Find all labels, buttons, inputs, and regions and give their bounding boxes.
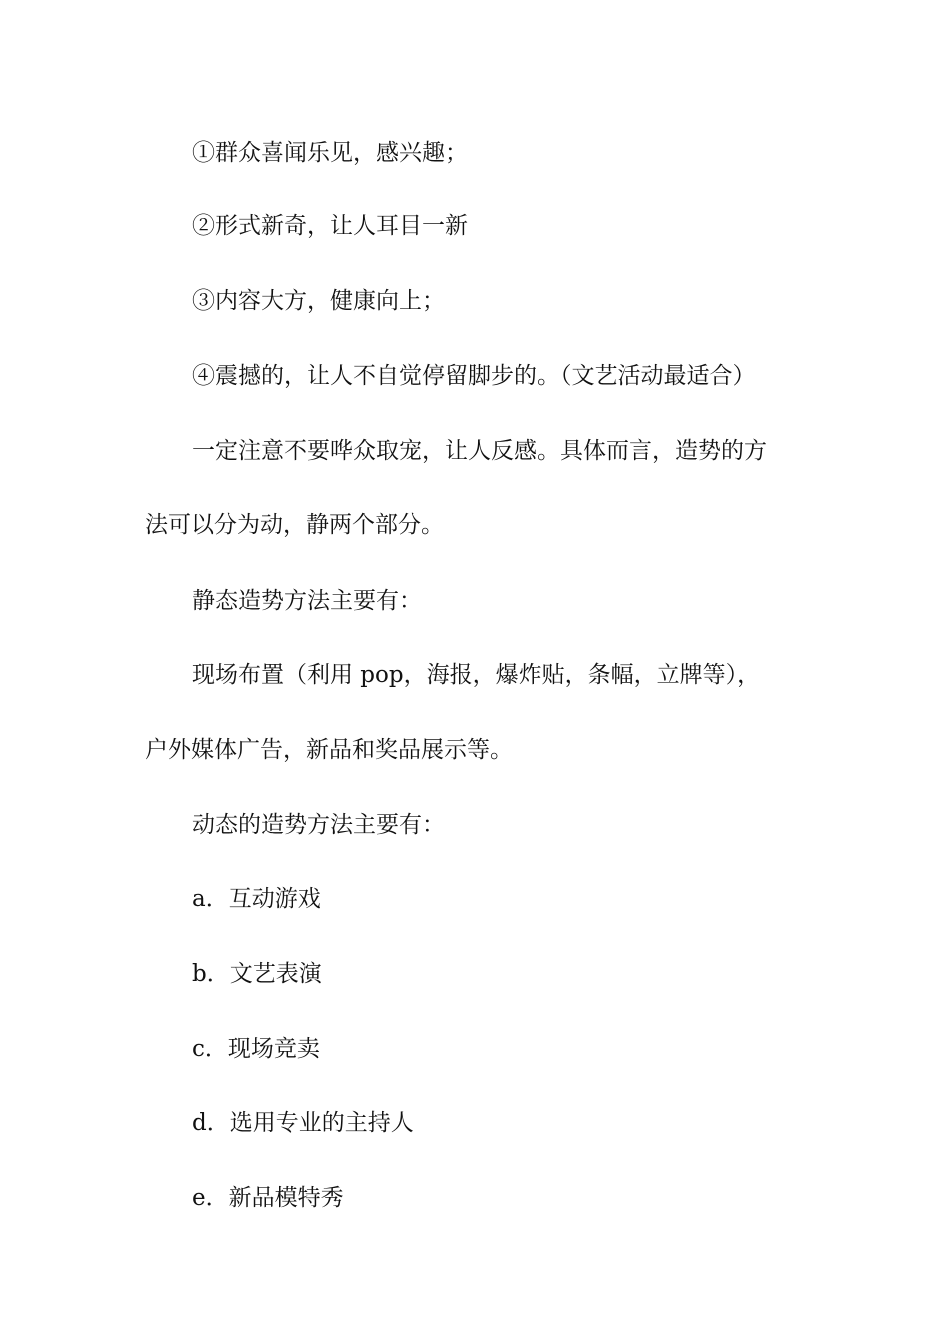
list-item-d: d．选用专业的主持人 [192, 1110, 414, 1136]
list-item-3: ③内容大方，健康向上； [192, 288, 445, 314]
section-heading-dynamic: 动态的造势方法主要有： [192, 812, 445, 838]
list-item-2: ②形式新奇，让人耳目一新 [192, 213, 468, 239]
list-item-4: ④震撼的，让人不自觉停留脚步的。（文艺活动最适合） [192, 363, 756, 389]
list-item-e: e．新品模特秀 [192, 1185, 344, 1211]
list-item-1: ①群众喜闻乐见，感兴趣； [192, 140, 468, 166]
paragraph-line: 户外媒体广告，新品和奖品展示等。 [145, 737, 513, 763]
section-heading-static: 静态造势方法主要有： [192, 588, 422, 614]
list-item-a: a．互动游戏 [192, 886, 321, 912]
list-item-c: c．现场竞卖 [192, 1036, 320, 1062]
paragraph-line: 现场布置（利用 pop，海报，爆炸贴，条幅，立牌等）， [192, 662, 761, 688]
list-item-b: b．文艺表演 [192, 961, 322, 987]
paragraph-line: 一定注意不要哗众取宠，让人反感。具体而言，造势的方 [192, 438, 767, 464]
paragraph-line: 法可以分为动，静两个部分。 [145, 512, 444, 538]
